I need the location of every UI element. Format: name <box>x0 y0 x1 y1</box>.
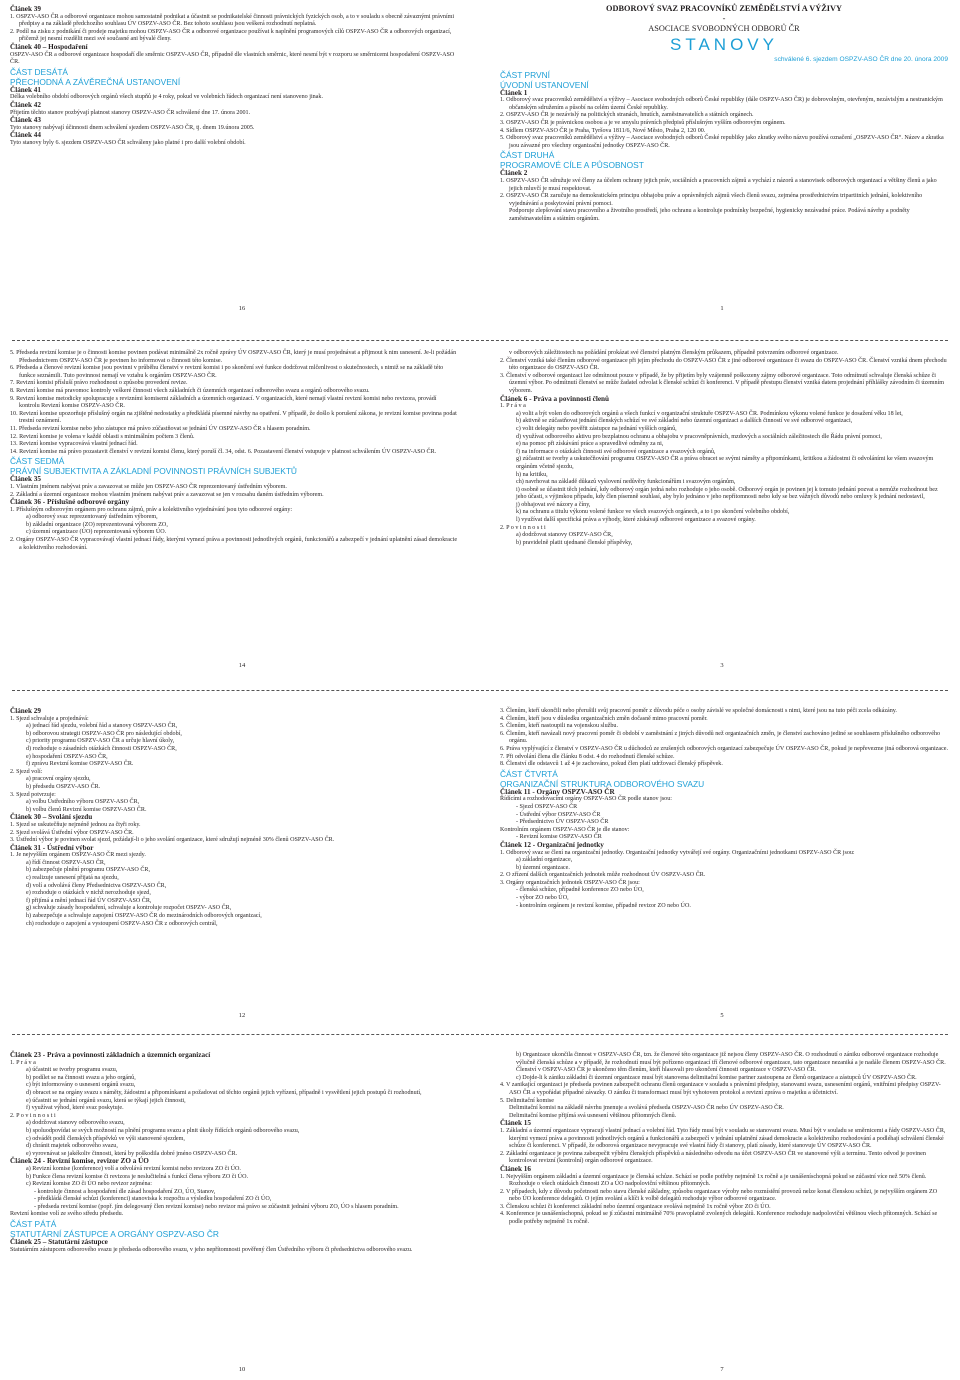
part-heading <box>10 1219 458 1239</box>
article-heading: Článek 29 <box>10 707 41 715</box>
paragraph: 2. O zřízení dalších organizačních jednotek může rozhodnout ÚV OSPZV-ASO ČR. <box>500 872 706 879</box>
list-item: b) základní organizace (ZO) reprezentovaná výborem ZO, <box>26 521 168 528</box>
list-item: e) na pomoc při získávání práce a spravedlivé odměny za ni, <box>516 441 664 448</box>
paragraph: 1. Nejvyšším orgánem základní a územní organizace je členská schůze. Schází se podle potřeby nejméně 1x ročně a je usnášeníschopná pokud se zúčastní více než 50% členů. Rozhoduje o všech otázkách činnosti ZO a ÚO nadpoloviční většinou přítomných. <box>500 1173 927 1188</box>
list-item: l) využívat další specifická práva a výhody, které získávají odborové organizace a svazové orgány. <box>516 517 756 524</box>
title-dash: - <box>722 14 726 23</box>
list-item: ch) rozhoduje o zapojení a vystoupení OSPZV-ASO ČR z odborových centrál, <box>26 920 218 927</box>
list-item: c) priority programu OSPZV-ASO ČR a určuje hlavní úkoly, <box>26 738 175 745</box>
page-number: 1 <box>720 305 724 312</box>
list-item: f) zprávu Revizní komise OSPZV-ASO ČR. <box>26 761 134 768</box>
subheading: 2. P o v i n n o s t i <box>10 1112 56 1119</box>
list-item: b) aktivně se zúčastňovat jednání členských schůzí ve své základní nebo územní organizaci a dalších činností ve své odborové organizaci, <box>516 418 853 425</box>
list-item: a) dodržovat stanovy odborového svazu, <box>26 1120 125 1127</box>
list-item: c) realizuje usnesení přijatá na sjezdu, <box>26 875 119 882</box>
page-16 <box>10 6 458 148</box>
part-title: PRÁVNÍ SUBJEKTIVITA A ZÁKLADNÍ POVINNOSTI PRÁVNÍCH SUBJEKTŮ <box>10 466 297 477</box>
list-item: a) účastnit se tvorby programu svazu, <box>26 1067 118 1074</box>
list-item: e) vyrovnávat se jakékoliv činnosti, která by poškodila dobré jméno OSPZV-ASO ČR. <box>26 1150 238 1157</box>
paragraph: 1. Odborový svaz se člení na organizační jednotky. Organizační jednotky vytvářejí své orgány. Organizačními jednotkami OSPZV-ASO ČR jsou: <box>500 849 855 856</box>
paragraph: 4. Sídlem OSPZV-ASO ČR je Praha, Tyršova 1811/6, Nové Město, Praha 2, 120 00. <box>500 127 706 134</box>
article-heading: Článek 31 - Ústřední výbor <box>10 843 94 852</box>
list-item: - Předsednictvo ÚV OSPZV-ASO ČR <box>516 819 609 826</box>
part-heading <box>500 70 948 90</box>
paragraph: 3. Sjezd potvrzuje: <box>10 791 56 798</box>
list-item: b) volbu členů Revizní komise OSPZV-ASO ČR. <box>26 806 147 813</box>
paragraph: v odborových záležitostech na požádání prokázat své členství platným členským průkazem, případně potvrzením odborové organizace. <box>509 350 839 356</box>
paragraph: 14. Revizní komise má právo pozastavit členství v revizní komisi členu, který poruší čl. 34, odst. 6. Pozastavení členství vstupuje v platnost schválením ÚV OSPZV-ASO ČR. <box>10 448 437 455</box>
page-14 <box>10 350 458 552</box>
paragraph: 7. Při odvolání člena dle článku 8 odst. 4 do rozhodnutí členské schůze. <box>500 753 675 760</box>
list-item: a) pracovní orgány sjezdu, <box>26 776 91 783</box>
paragraph: Tyto stanovy nabývají účinnosti dnem schválení sjezdem OSPZV-ASO ČR, tj. dnem 19.února 2005. <box>10 124 255 131</box>
article-heading: Článek 16 <box>500 1164 531 1173</box>
list-item: f) na informace o otázkách činnosti své odborové organizace a svazových orgánů, <box>516 448 716 455</box>
list-item: - Revizní komise OSPZV-ASO ČR <box>516 834 602 841</box>
article-heading: Článek 43 <box>10 116 41 125</box>
article-heading: Článek 44 <box>10 131 41 140</box>
part-number: ČÁST DRUHÁ <box>500 150 555 161</box>
paragraph: 2. Základní organizace je povinna zabezpečit výběru členských příspěvků a následného odvodu na účet OSPZV-ASO ČR ve stanovené výši a termínu. Tento odvod je povinen kontrolovat revizní (kontrolní) orgán odborové organizace. <box>500 1150 926 1165</box>
list-item: ch) navrhovat na základě důkazů vyslovení nedůvěry funkcionářům i svazovým orgánům, <box>516 479 736 486</box>
paragraph: 4. Konference je usnášeníschopná, pokud se jí zúčastní minimálně 70% pravoplatně zvolených delegátů. Konference rozhoduje nadpoloviční většinou všech přítomných. Schází se podle potřeby nejméně 1x ročně. <box>500 1211 938 1226</box>
part-heading <box>500 769 948 789</box>
paragraph: 5. Odborový svaz pracovníků zemědělství a výživy – Asociace svobodných odborů České republiky jako zkratky svého názvu používá označení „OSPZV-ASO ČR“. Název a zkratka jsou závazné pro všechny organizační jednotky OSPZV-ASO ČR. <box>500 135 944 149</box>
subheading: 1. P r á v a <box>500 403 526 410</box>
cut-line <box>12 690 948 691</box>
list-item: e) účastnit se jednání orgánů svazu, která se týkají jejich činnosti, <box>26 1097 186 1104</box>
page-number: 7 <box>720 1366 724 1373</box>
list-item: d) využívat odborového aktivu pro bezplatnou ochranu a obhajobu v pracovněprávních, mzdových a sociálních záležitostech dle Řádu právní pomoci, <box>516 433 882 440</box>
paragraph: 3. Členům, kteří ukončili nebo přerušili svůj pracovní poměr z důvodu péče o osoby závislé ve společné domácnosti s nimi, které jsou na tuto péči zcela odkázány. <box>500 708 897 714</box>
paragraph: Přijetím těchto stanov pozbývají platnost stanovy OSPZV-ASO ČR schválené dne 17. února 2001. <box>10 109 251 116</box>
list-item: i) osobně se účastnit těch jednání, kdy odborový orgán jedná nebo rozhoduje o jeho osobě. Odborový orgán je povinen jej k tomuto jednání pozvat a nemůže rozhodnout bez jeho účasti, s výjimkou případu, kdy člen písemně souhlasí, aby bylo jednáno v jeho nepřítomnosti nebo kdy se bez vážných důvodů nebo omluvy k jednání nedostavil, <box>516 486 938 501</box>
list-item: k) na ochranu a titulu výkonu volené funkce ve všech svazových orgánech, a to i po skončení volebního období, <box>516 509 790 516</box>
article-heading: Článek 40 – Hospodaření <box>10 42 88 51</box>
paragraph: 2. Sjezd svolává Ústřední výbor OSPZV-ASO ČR. <box>10 829 134 836</box>
page-number: 10 <box>238 1366 246 1373</box>
page-12 <box>10 708 458 928</box>
article-heading: Článek 2 <box>500 169 528 178</box>
page-10 <box>10 1052 458 1254</box>
paragraph: 1. Sjezd se uskutečňuje nejméně jednou za čtyři roky. <box>10 821 141 828</box>
page-7 <box>500 1052 948 1227</box>
paragraph: 1. Příslušným odborovým orgánem pro ochranu zájmů, práv a kolektivního vyjednávání jsou tyto odborové orgány: <box>10 506 293 513</box>
article-heading: Článek 1 <box>500 88 528 97</box>
article-heading: Článek 11 - Orgány OSPZV-ASO ČR <box>500 787 615 796</box>
paragraph: 13. Revizní komise vypracovává vlastní jednací řád. <box>10 441 138 448</box>
paragraph: Podporuje zlepšování stavu pracovního a životního prostředí, jeho ochranu a kontroluje podmínky bezpečné, hygienicky nezávadné práce. Podává návrhy a podněty zaměstnavatelům a státním orgánům. <box>509 208 910 222</box>
union-name: ODBOROVÝ SVAZ PRACOVNÍKŮ ZEMĚDĚLSTVÍ A VÝŽIVY <box>606 4 842 13</box>
page-number: 5 <box>720 1012 724 1019</box>
paragraph: Delimitační komisi na základě návrhu jmenuje a svolává předseda OSPZV-ASO ČR nebo ÚV OSPZV-ASO ČR. <box>509 1105 784 1112</box>
paragraph: 11. Předseda revizní komise nebo jeho zástupce má právo zúčastňovat se jednání ÚV OSPZV-ASO ČR s hlasem poradním. <box>10 425 311 432</box>
list-item: h) na kritiku, <box>516 471 548 478</box>
article-heading: Článek 35 <box>10 475 41 484</box>
subheading: 2. P o v i n n o s t i <box>500 524 546 531</box>
list-item: - předkládá členské schůzi (konferenci) stanoviska k rozpočtu a výsledku hospodaření ZO či ÚO, <box>34 1196 272 1203</box>
paragraph: 4. Členům, kteří jsou v důsledku organizačních změn dočasně mimo pracovní poměr. <box>500 715 708 722</box>
list-item: e) hospodaření OSPZV-ASO ČR, <box>26 753 108 760</box>
list-item: a) jednací řád sjezdu, volební řád a stanovy OSPZV-ASO ČR, <box>26 723 178 730</box>
paragraph: 6. Práva vyplývající z členství v OSPZV-ASO ČR u důchodců ze zrušených odborových organizací zabezpečuje ÚV OSPZV-ASO ČR, pokud je nepřevezme jiná odborová organizace. <box>500 745 949 752</box>
part-title: PROGRAMOVÉ CÍLE A PŮSOBNOST <box>500 160 644 171</box>
paragraph: 2. Orgány OSPZV-ASO ČR vypracovávají vlastní jednací řády, kterými vymezí práva a povinnosti jednotlivých orgánů, funkcionářů a zabezpečí v jednání uplatnění zásad demokracie a kolektivního rozhodování. <box>10 537 458 551</box>
part-number: ČÁST ČTVRTÁ <box>500 768 558 779</box>
approval-line: schválené 6. sjezdem OSPZV-ASO ČR dne 20. února 2009 <box>774 56 948 63</box>
page-number: 14 <box>238 662 246 669</box>
association-name: ASOCIACE SVOBODNÝCH ODBORŮ ČR <box>648 24 800 33</box>
list-item: - předseda revizní komise (popř. jím delegovaný člen revizní komise) nebo revizor má právo se zúčastnit jednání výboru ZO, ÚO s hlasem poradním. <box>34 1203 399 1210</box>
list-item: a) Revizní komise (konference) volí a odvolává revizní komisi nebo revizora ZO či ÚO. <box>26 1165 241 1172</box>
list-item: d) rozhoduje o zásadních otázkách činnosti OSPZV-ASO ČR, <box>26 745 177 752</box>
part-number: ČÁST SEDMÁ <box>10 456 65 467</box>
list-item: c) územní organizace (ÚO) reprezentovaná výborem ÚO. <box>26 529 167 536</box>
paragraph: OSPZV-ASO ČR a odborové organizace hospodaří dle směrnic OSPZV-ASO ČR, případně dle vlastních směrnic, které nesmí být v rozporu se směrnicemi hospodaření OSPZV-ASO ČR. <box>10 51 455 66</box>
paragraph: 1. OSPZV-ASO ČR sdružuje své členy za účelem ochrany jejich práv, sociálních a pracovních zájmů a vychází z názorů a stanovisek odborových organizací a většiny členů a jako jejich mluvčí je musí respektovat. <box>500 177 937 192</box>
part-number: ČÁST PÁTÁ <box>10 1219 57 1230</box>
list-item: c) Revizní komise ZO či ÚO nebo revizor zejména: <box>26 1181 152 1188</box>
article-heading: Článek 6 - Práva a povinnosti členů <box>500 394 610 403</box>
list-item: b) odborovou strategii OSPZV-ASO ČR pro následující období, <box>26 730 182 737</box>
list-item: b) územní organizace. <box>516 864 570 871</box>
paragraph: 2. Základní a územní organizace mohou vlastním jménem nabývat práv a zavazovat se jen v rozsahu daném ústředním výborem. <box>10 491 324 498</box>
paragraph: 3. Členství v odborové organizaci lze odmítnout pouze v případě, že by přijetím byly vzájemně poškozeny zájmy odborové organizace. Toto odmítnutí schvaluje členská schůze či územní výbor. Po odmítnutí členství se může žadatel odvolat k členské schůzi či konferenci. V případě přestupu členství vzniká datem projednání příhlášky závodním či územním výborem. <box>500 372 945 394</box>
paragraph: 8. Členství dle odstavců 1 až 4 je zachováno, pokud člen platí udržovací členský příspěvek. <box>500 761 723 768</box>
paragraph: 3. Ústřední výbor je povinen svolat sjezd, požádají-li o jeho svolání organizace, které sdružují nejméně 30% členů OSPZV-ASO ČR. <box>10 837 335 844</box>
paragraph: 6. Předseda a členové revizní komise jsou povinni v průběhu členství v revizní komisi i po skončení své funkce dodržovat mlčenlivost o skutečnostech, s nimiž se na základě této funkce seznámili. Tuto povinnost nemají ve vztahu k orgánům OSPZV-ASO ČR. <box>10 365 444 379</box>
article-heading: Článek 30 – Svolání sjezdu <box>10 813 93 822</box>
paragraph: 8. Revizní komise má pravomoc kontroly veškeré činnosti všech základních či územních organizací odborového svazu a orgánů odborového svazu. <box>10 387 370 394</box>
subheading: 1. P r á v a <box>10 1059 36 1066</box>
paragraph: 5. Členům, kteří nastoupili na vojenskou službu. <box>500 723 618 730</box>
article-heading: Článek 39 <box>10 5 41 13</box>
cut-line <box>12 1034 948 1035</box>
title-block <box>500 4 948 64</box>
part-heading <box>10 67 458 87</box>
paragraph: 5. Delimitační komise <box>500 1097 554 1104</box>
article-heading: Článek 24 - Revizní komise, revizor ZO a ÚO <box>10 1157 149 1166</box>
list-item: - kontrolním orgánem je revizní komise, případně revizor ZO nebo ÚO. <box>516 902 691 909</box>
paragraph: 12. Revizní komise je volena v každé oblasti s minimálním počtem 3 členů. <box>10 433 195 440</box>
paragraph: 1. Sjezd schvaluje a projednává: <box>10 715 89 722</box>
paragraph: 1. Je nejvyšším orgánem OSPZV-ASO ČR mezi sjezdy. <box>10 852 146 859</box>
paragraph: Revizní komise volí ze svého středu předsedu. <box>10 1211 124 1218</box>
list-item: c) volit delegáty nebo pověřit zástupce na jednání vyšších orgánů, <box>516 425 677 432</box>
part-title: ORGANIZAČNÍ STRUKTURA ODBOROVÉHO SVAZU <box>500 778 705 789</box>
part-heading <box>500 150 948 170</box>
list-item: c) být informovány o usneseni orgánů svazu, <box>26 1082 136 1089</box>
paragraph: 2. OSPZV-ASO ČR zaručuje na demokratickém principu obhajobu práv a oprávněných zájmů všech členů svazu, zejména prostřednictvím tripartitních jednání, kolektivního vyjednávání a poskytování právní pomoci. <box>500 193 923 207</box>
list-item: b) pravidelně platit ujednané členské příspěvky, <box>516 539 633 546</box>
paragraph: 2. Členství vzniká také členům odborové organizace při jejím přechodu do OSPZV-ASO ČR z jiné odborové organizace či svazu do OSPZV-ASO ČR. Členství vzniká dnem přechodu této organizace do OSPZV-ASO ČR. <box>500 357 947 372</box>
list-item: f) využívat výhod, které svaz poskytuje. <box>26 1105 124 1112</box>
list-item: - kontroluje činnost a hospodaření dle zásad hospodaření ZO, ÚO, Stanov, <box>34 1188 216 1195</box>
list-item: d) volí a odvolává členy Předsednictva OSPZV-ASO ČR, <box>26 882 167 889</box>
list-item: d) chránit majetek odborového svazu, <box>26 1143 118 1150</box>
article-heading: Článek 42 <box>10 100 41 109</box>
list-item: j) obhajovat své názory a číny, <box>516 501 591 508</box>
paragraph: 3. Orgány organizačních jednotek OSPZV-ASO ČR jsou: <box>500 879 640 886</box>
list-item: b) spoluodpovídat se svých možností na plnění programu svazu a plnit úkoly řídících orgánů odborového svazu, <box>26 1127 300 1134</box>
article-heading: Článek 15 <box>500 1119 531 1128</box>
paragraph: 1. Základní a územní organizace vypracují vlastní jednací a volební řád. Tyto řády musí být v souladu se stanovami svazu. Musí být v souladu se směrnicemi a řády OSPZV-ASO ČR, kterými vymezí práva a povinnosti jednotlivých orgánů a funkcionářů a zabezpečí v jednání uplatnění zásad demokracie a kolektivního rozhodování a podléhají schválení členské schůze či konferenci. V případě, že odborová organizace nevypracuje své vlastní řády či stanovy, platí zásady, které stanovuje ÚV OSPZV-ASO ČR. <box>500 1127 946 1150</box>
list-item: b) podílet se na činnosti svazu a jeho orgánů, <box>26 1074 136 1081</box>
list-item: c) Dojde-li k zániku základní či územní organizace musí být stanovena delimitační komise partner zastoupena ze členů organizace a zástupců ÚV OSPZV-ASO ČR. <box>516 1074 917 1081</box>
list-item: a) základní organizace, <box>516 857 573 864</box>
paragraph: 2. Podíl na zisku z podnikání či prodeje majetku mohou OSPZV-ASO ČR a odborové organizace používat k naplnění programových cílů OSPZV-ASO ČR a odborových organizací, přičemž jej nesmí rozdělit mezi své současné ani bývalé členy. <box>10 28 452 43</box>
part-number: ČÁST DESÁTÁ <box>10 66 69 77</box>
part-heading <box>10 456 458 476</box>
paragraph: 10. Revizní komise upozorňuje příslušný orgán na zjištěné nedostatky a předkládá písemné návrhy na opatření. V případě, že došlo k porušení zákona, je revizní komise povinna podat trestní oznámení. <box>10 410 457 425</box>
paragraph: Kontrolním orgánem OSPZV-ASO ČR je dle stanov: <box>500 826 630 833</box>
list-item: g) zúčastnit se tvorby a uskutečňování programu OSPZV-ASO ČR a práva obracet se svými náměty a připomínkami, kritikou a žádostmi či odvoláními ke všem svazovým orgánům včetně sjezdu, <box>516 456 934 470</box>
list-item: b) Funkce člena revizní komise či revizora je neslučitelná s funkcí člena výboru ZO či ÚO. <box>26 1173 249 1180</box>
list-item: - Sjezd OSPZV-ASO ČR <box>516 803 578 810</box>
part-title: STATUTÁRNÍ ZÁSTUPCE A ORGÁNY OSPZV-ASO ČR <box>10 1229 219 1240</box>
page-1 <box>500 4 948 224</box>
list-item: a) dodržovat stanovy OSPZV-ASO ČR, <box>516 532 613 539</box>
list-item: a) volit a být volen do odborových orgánů a všech funkcí v organizační struktuře OSPZV-ASO ČR. Podmínkou výkonu volené funkce je dosažení věku 18 let, <box>516 410 903 417</box>
article-heading: Článek 25 – Statutární zástupce <box>10 1238 108 1247</box>
page-number: 3 <box>720 662 724 669</box>
list-item: b) zabezpečuje plnění programu OSPZV-ASO ČR, <box>26 867 150 874</box>
cut-line <box>12 340 948 341</box>
paragraph: Delimitační komise přijímá svá usnesení většinou přítomných členů. <box>509 1112 677 1119</box>
paragraph: Statutárním zástupcem odborového svazu je předseda odborového svazu, v jeho nepřítomnosti pověřený člen Ústředního výboru či předsednictva odborového svazu. <box>10 1246 413 1253</box>
paragraph: 3. OSPZV-ASO ČR je právnickou osobou a je ve smyslu právních předpisů příslušným vyšším odborovým orgánem. <box>500 119 786 126</box>
paragraph: 1. Odborový svaz pracovníků zemědělství a výživy – Asociace svobodných odborů České republiky (dále OSPZV-ASO ČR) je dobrovolným, otevřeným, nezávislým a nestranickým občanským sdružením a působí na celém území České republiky. <box>500 97 943 111</box>
paragraph: 7. Revizní komisi přísluší právo rozhodnout o způsobu provedení revize. <box>10 380 188 387</box>
paragraph: 2. V případech, kdy z důvodu početnosti nebo stavu členské základny, způsobu organizace výroby nebo rozmístění provozů nelze konat členskou schůzi, je nejvyšším orgánem ZO nebo ÚO konference delegátů. O jejím svolání a klíči k volbě delegátů rozhoduje výbor odborové organizace. <box>500 1188 938 1203</box>
list-item: g) schvaluje zásady hospodaření, schvaluje a kontroluje rozpočet OSPZV- ASO ČR, <box>26 905 232 912</box>
list-item: c) odvádět podíl členských příspěvků ve výši stanovené sjezdem, <box>26 1135 185 1142</box>
article-heading: Článek 36 - Příslušné odborové orgány <box>10 498 130 507</box>
list-item: a) řídí činnost OSPZV-ASO ČR, <box>26 859 106 866</box>
list-item: - výbor ZO nebo ÚO, <box>516 895 569 902</box>
list-item: b) předsedu OSPZV-ASO ČR. <box>26 783 101 790</box>
list-item: e) rozhoduje o otázkách v nichž nerozhoduje sjezd, <box>26 890 151 897</box>
list-item: - členská schůze, případně konference ZO nebo ÚO, <box>516 887 644 894</box>
article-heading: Článek 41 <box>10 85 41 94</box>
part-title: ÚVODNÍ USTANOVENÍ <box>500 79 589 90</box>
list-item: f) přijímá a mění jednací řád ÚV OSPZV-ASO ČR, <box>26 897 152 904</box>
list-item: h) zabezpečuje a schvaluje zapojení OSPZV-ASO ČR do mezinárodních odborových organizací, <box>26 913 262 920</box>
paragraph: 5. Předseda revizní komise je o činnosti komise povinen podávat minimálně 2x ročně zprávy ÚV OSPZV-ASO ČR, který je musí projednávat a přijmout k nim usnesení. Je-li požádán Předsednictvem OSPZV-ASO ČR je povinen ho informovat o činnosti této komise. <box>10 350 457 364</box>
list-item: a) volbu Ústředního výboru OSPZV-ASO ČR, <box>26 799 140 806</box>
paragraph: 6. Členům, kteří navázali nový pracovní poměr či období v zaměstnání z jiných důvodů než organizačních změn, je členství zachováno jediné se souhlasem příslušného odborového orgánu. <box>500 730 941 745</box>
list-item: - Ústřední výbor OSPZV-ASO ČR <box>516 811 601 818</box>
document-title: STANOVY <box>670 35 778 54</box>
page-3 <box>500 350 948 547</box>
paragraph: 1. OSPZV-ASO ČR a odborové organizace mohou samostatně podnikat a účastnit se podnikatelské činnosti právnických fyzických osob, a to v souladu s obecně závaznými právními předpisy a na základě předchozího souhlasu ÚV OSPZV-ASO ČR. Bez tohoto souhlasu jsou veškerá rozhodnutí neplatná. <box>10 13 455 28</box>
page-number: 16 <box>238 305 246 312</box>
paragraph: 2. Sjezd volí: <box>10 768 43 775</box>
paragraph: 3. Členskou schůzi či konferenci základní nebo územní organizace svolává nejméně 1x ročně výbor ZO či ÚO. <box>500 1203 771 1210</box>
paragraph: 2. OSPZV-ASO ČR je nezávislý na politických stranách, hnutích, zaměstnavatelích a státních orgánech. <box>500 112 754 119</box>
page-number: 12 <box>238 1012 246 1019</box>
article-heading: Článek 23 - Práva a povinnosti základních a územních organizací <box>10 1051 211 1059</box>
paragraph: 9. Revizní komise metodicky spolupracuje s revizními komisemi základních a územních organizací. V organizacích, které nemají vlastní revizní komisi nebo revizora, provádí kontrolu Revizní komise OSPZV-ASO ČR. <box>10 395 437 410</box>
paragraph: 4. V zanikající organizaci je předseda povinen zabezpečit ochranu členů organizace v souladu s právními předpisy, stanovami svazu, usneseními orgánů, vnitřními předpisy OSPZV-ASO ČR a vypořádat případné závazky. O zániku či transformaci musí být vyhotoven protokol a revizní zpráva o majetku a účetnictví. <box>500 1082 941 1096</box>
list-item: b) Organizace ukončila činnost v OSPZV-ASO ČR, tzn. že členové této organizace již nejsou členy OSPZV-ASO ČR. O rozhodnutí o zániku odborové organizace rozhoduje výlučně členská schůze a v případě, že rozhodnutí musí být pořízeno organizací tří členové odborové organizace, tato organizace nezaniká a je nadále členem OSPZV-ASO ČR. Členství v OSPZV-ASO ČR je ukončeno těm členům, kteří hlasovali pro ukončení činnosti organizace v OSPZV-ASO ČR. <box>516 1052 946 1074</box>
paragraph: Délka volebního období odborových orgánů všech stupňů je 4 roky, pokud ve volebních řádech organizací není stanoveno jinak. <box>10 94 323 101</box>
page-5 <box>500 708 948 910</box>
list-item: a) odborový svaz reprezentovaný ústředním výborem, <box>26 514 158 521</box>
paragraph: 1. Vlastním jménem nabývat práv a zavazovat se může jen OSPZV-ASO ČR reprezentovaný ústředním výborem. <box>10 483 287 490</box>
paragraph: Tyto stanovy byly 6. sjezdem OSPZV-ASO ČR schváleny jako platné i pro další volební období. <box>10 139 246 146</box>
part-number: ČÁST PRVNÍ <box>500 69 550 80</box>
list-item: d) obracet se na orgány svazu s náměty, žádostmi a připomínkami a požadovat od těchto orgánů jejich vyřízení, případně i vysvětlení jejich postupů či rozhodnutí, <box>26 1089 422 1096</box>
article-heading: Článek 12 - Organizační jednotky <box>500 840 604 849</box>
part-title: PŘECHODNÁ A ZÁVĚREČNÁ USTANOVENÍ <box>10 76 181 87</box>
paragraph: Řídícími a rozhodovacími orgány OSPZV-ASO ČR podle stanov jsou: <box>500 796 672 803</box>
